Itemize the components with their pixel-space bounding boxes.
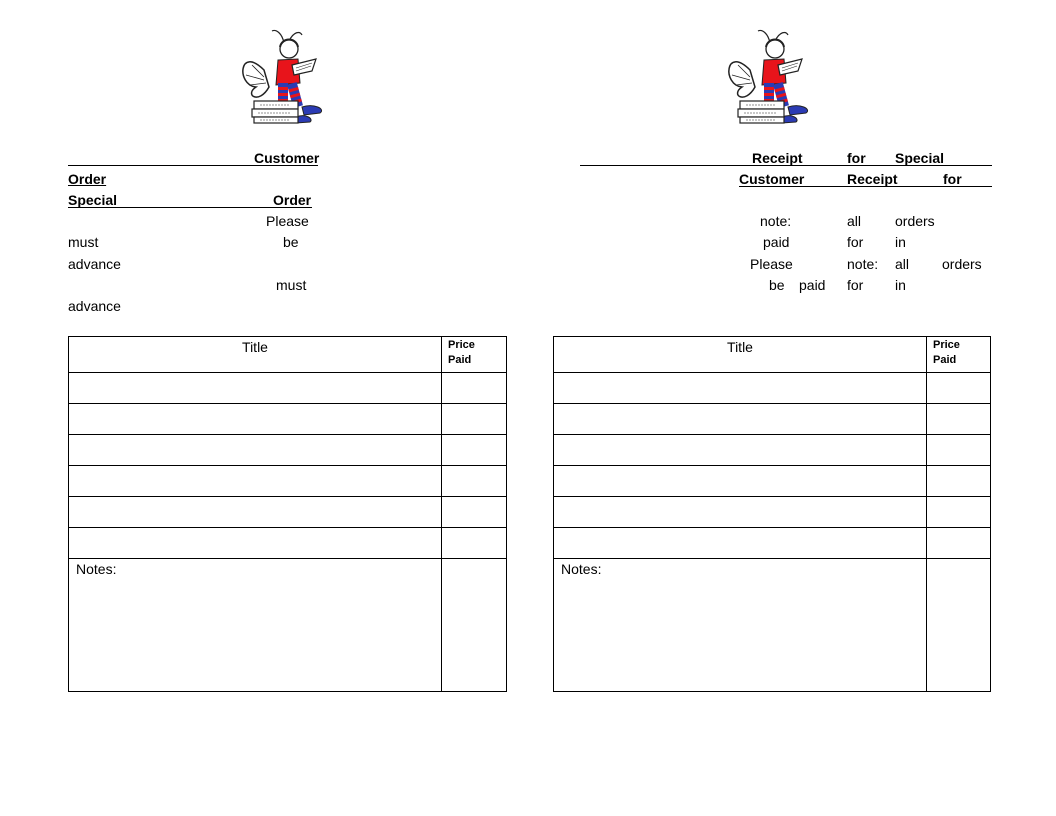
table-row: [554, 435, 991, 466]
title-cell[interactable]: [69, 497, 442, 528]
right-heading-for2: for: [943, 171, 962, 187]
table-row: [554, 466, 991, 497]
title-cell[interactable]: [554, 404, 927, 435]
fairy-logo-icon: [720, 25, 820, 125]
title-column-header: Title: [554, 337, 927, 373]
title-cell[interactable]: [554, 373, 927, 404]
right-heading-underline-1: [580, 165, 992, 166]
price-cell[interactable]: [442, 497, 507, 528]
price-cell[interactable]: [442, 373, 507, 404]
left-heading-underline-1: [68, 165, 318, 166]
right-heading-special: Special: [895, 150, 945, 166]
price-cell[interactable]: [927, 404, 991, 435]
right-note-note2: note:: [847, 256, 879, 272]
left-note-please: Please: [266, 213, 309, 229]
price-header-line2: Paid: [933, 354, 957, 366]
right-note-orders2: orders: [942, 256, 982, 272]
right-heading-for: for: [847, 150, 866, 166]
title-cell[interactable]: [69, 466, 442, 497]
table-header-row: [554, 337, 991, 373]
table-row: [554, 497, 991, 528]
table-row: [554, 528, 991, 559]
left-heading-special: Special: [68, 192, 118, 208]
left-heading-underline-2: [68, 207, 312, 208]
table-header-row: [69, 337, 507, 373]
right-note-please: Please: [750, 256, 793, 272]
right-note-note: note:: [760, 213, 792, 229]
title-cell[interactable]: [69, 373, 442, 404]
right-note-in2: in: [895, 277, 906, 293]
price-cell[interactable]: [442, 435, 507, 466]
notes-cell[interactable]: [554, 559, 927, 692]
price-cell[interactable]: [442, 466, 507, 497]
price-header-line1: Price: [933, 339, 960, 351]
title-cell[interactable]: [69, 435, 442, 466]
table-row: [69, 497, 507, 528]
left-heading-order2: Order: [273, 192, 312, 208]
right-heading-receipt: Receipt: [752, 150, 803, 166]
price-cell[interactable]: [927, 435, 991, 466]
left-note-advance: advance: [68, 256, 121, 272]
table-row: [69, 373, 507, 404]
price-cell[interactable]: [927, 528, 991, 559]
price-cell[interactable]: [927, 497, 991, 528]
right-note-all: all: [847, 213, 862, 229]
title-cell[interactable]: [554, 466, 927, 497]
title-column-header: Title: [69, 337, 442, 373]
price-cell[interactable]: [927, 373, 991, 404]
notes-cell[interactable]: [69, 559, 442, 692]
price-paid-column-header: [442, 337, 507, 373]
table-row: [554, 404, 991, 435]
right-note-paid: paid: [763, 234, 790, 250]
right-heading-customer: Customer: [739, 171, 805, 187]
price-header-line1: Price: [448, 339, 475, 351]
notes-row: [69, 559, 507, 692]
notes-label: Notes:: [76, 561, 117, 577]
price-header-line2: Paid: [448, 354, 472, 366]
left-note-advance2: advance: [68, 298, 121, 314]
title-cell[interactable]: [69, 528, 442, 559]
price-paid-column-header: [927, 337, 991, 373]
price-cell[interactable]: [927, 466, 991, 497]
notes-row: [554, 559, 991, 692]
table-row: [69, 466, 507, 497]
left-note-must: must: [68, 234, 99, 250]
title-cell[interactable]: [554, 497, 927, 528]
title-cell[interactable]: [69, 404, 442, 435]
notes-price-cell[interactable]: [442, 559, 507, 692]
table-row: [554, 373, 991, 404]
left-heading-order: Order: [68, 171, 107, 187]
right-note-for2: for: [847, 277, 864, 293]
right-note-for: for: [847, 234, 864, 250]
right-note-all2: all: [895, 256, 910, 272]
left-note-be: be: [283, 234, 299, 250]
table-row: [69, 404, 507, 435]
title-cell[interactable]: [554, 435, 927, 466]
right-note-orders: orders: [895, 213, 935, 229]
price-cell[interactable]: [442, 404, 507, 435]
table-row: [69, 528, 507, 559]
left-order-table: [68, 336, 507, 692]
title-cell[interactable]: [554, 528, 927, 559]
notes-price-cell[interactable]: [927, 559, 991, 692]
right-order-table: [553, 336, 991, 692]
right-heading-underline-2: [739, 186, 992, 187]
right-heading-receipt2: Receipt: [847, 171, 898, 187]
right-note-be: be: [769, 277, 785, 293]
price-cell[interactable]: [442, 528, 507, 559]
right-note-in: in: [895, 234, 906, 250]
table-row: [69, 435, 507, 466]
left-note-must2: must: [276, 277, 307, 293]
notes-label: Notes:: [561, 561, 602, 577]
right-note-paid2: paid: [799, 277, 826, 293]
left-heading-customer: Customer: [254, 150, 320, 166]
fairy-logo-icon: [234, 25, 334, 125]
